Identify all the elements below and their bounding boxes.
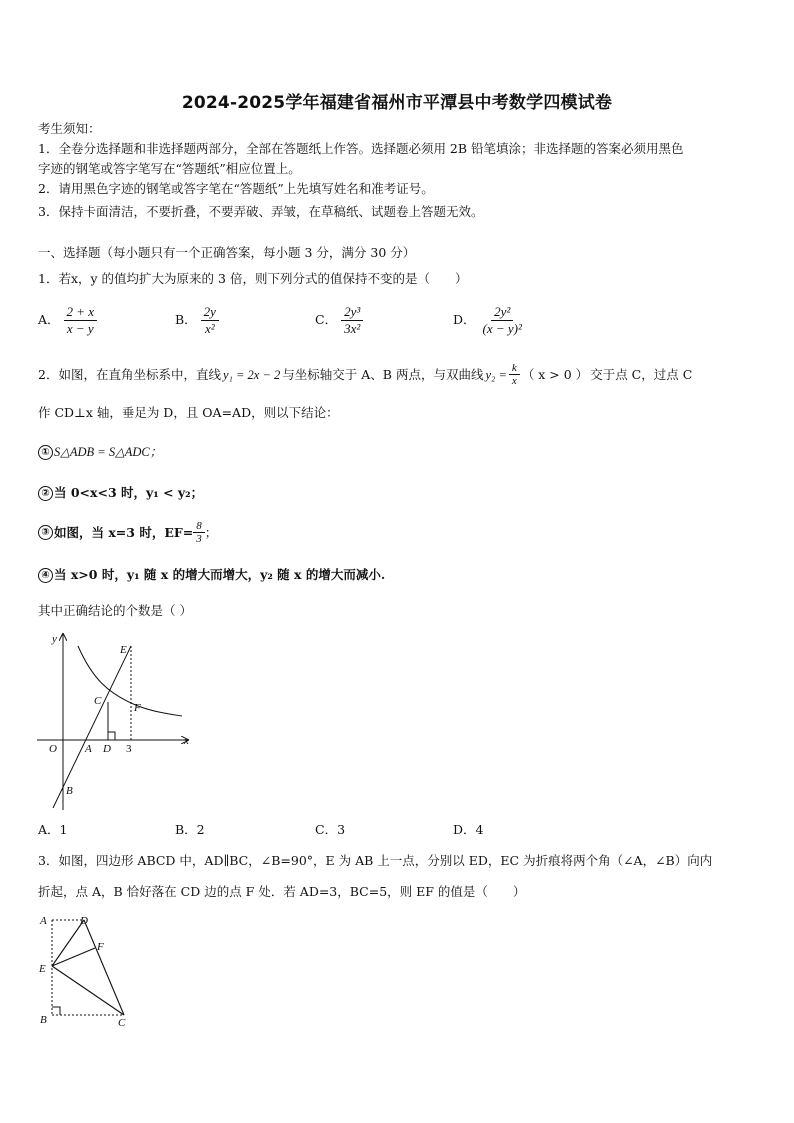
- question-2-stem: 2．如图，在直角坐标系中，直线 y₁ = 2x − 2 与坐标轴交于 A、B 两点，与双曲线 y₂ = $\frac{k}{x}$ （ x > 0 ） 交于点 C，过点 C: [38, 362, 693, 387]
- notice-item-2: 2．请用黑色字迹的钢笔或答字笔在“答题纸”上先填写姓名和准考证号。: [38, 181, 434, 196]
- label-a: A: [85, 743, 92, 755]
- right-angle-mark-b: [52, 1007, 60, 1015]
- label-o: O: [49, 743, 57, 755]
- label-f: F: [134, 702, 141, 714]
- notice-item-3: 3．保持卡面清洁，不要折叠，不要弄破、弄皱，在草稿纸、试题卷上答题无效。: [38, 204, 484, 219]
- q1-option-d[interactable]: D． $\frac{\text{2y²}}{\text{(x − y)²}}$: [453, 304, 525, 337]
- question-3-line2: 折起，点 A，B 恰好落在 CD 边的点 F 处．若 AD=3，BC=5，则 EF 的值是（ ）: [38, 884, 526, 899]
- notice-item-1-cont: 字迹的钢笔或答字笔写在“答题纸”相应位置上。: [38, 161, 301, 176]
- label-b: B: [40, 1014, 47, 1026]
- q1-option-a-fraction: $\frac{2 + x}{x - y}$: [64, 304, 98, 337]
- q2-conclusion-2: ② 当 0<x<3 时，y₁ < y₂；: [38, 485, 203, 501]
- label-3: 3: [126, 743, 132, 755]
- question-2-line2: 作 CD⊥x 轴，垂足为 D，且 OA=AD，则以下结论：: [38, 405, 339, 420]
- label-c: C: [118, 1017, 126, 1029]
- label-y: y: [52, 633, 57, 645]
- q1-option-d-fraction: $\frac{\text{2y²}}{\text{(x − y)²}}$: [482, 304, 522, 336]
- q2-option-a[interactable]: A．1: [38, 822, 68, 837]
- q2-figure: [34, 628, 196, 814]
- q2-option-b[interactable]: B．2: [175, 822, 205, 837]
- label-b: B: [66, 785, 73, 797]
- question-3-line1: 3．如图，四边形 ABCD 中，AD∥BC，∠B=90°，E 为 AB 上一点，分别以 ED，EC 为折痕将两个角（∠A，∠B）向内: [38, 853, 713, 868]
- section-heading: 一、选择题（每小题只有一个正确答案，每小题 3 分，满分 30 分）: [38, 245, 416, 260]
- q1-option-c[interactable]: C． $\frac{\text{2y³}}{\text{3x²}}$: [315, 304, 363, 337]
- q2-conclusion-4: ④ 当 x>0 时，y₁ 随 x 的增大而增大，y₂ 随 x 的增大而减小.: [38, 567, 385, 583]
- q2-eq-line: y₁ = 2x − 2: [222, 367, 281, 382]
- q3-figure: [34, 910, 134, 1032]
- q2-ask: 其中正确结论的个数是（ ）: [38, 603, 192, 618]
- notice-heading: 考生须知：: [38, 121, 101, 136]
- q2-eq-hyperbola: $\frac{k}{x}$: [509, 362, 520, 387]
- label-f: F: [97, 941, 104, 953]
- notice-item-1: 1．全卷分选择题和非选择题两部分，全部在答题纸上作答。选择题必须用 2B 铅笔填涂；非选择题的答案必须用黑色: [38, 141, 684, 156]
- label-e: E: [39, 963, 46, 975]
- q1-option-b-fraction: $\frac{2y}{\text{x²}}$: [201, 304, 219, 337]
- label-e: E: [120, 644, 127, 656]
- q1-option-c-fraction: $\frac{\text{2y³}}{\text{3x²}}$: [341, 304, 363, 337]
- page-title: 2024-2025学年福建省福州市平潭县中考数学四模试卷: [181, 93, 613, 113]
- q2-conclusion-1: ① S△ADB = S△ADC；: [38, 444, 162, 460]
- line-y1: [53, 646, 131, 808]
- label-x: x: [184, 735, 189, 747]
- right-angle-mark: [108, 732, 115, 740]
- question-1-stem: 1．若x，y 的值均扩大为原来的 3 倍，则下列分式的值保持不变的是（ ）: [38, 271, 468, 286]
- label-c: C: [94, 695, 102, 707]
- q2-option-c[interactable]: C．3: [315, 822, 346, 837]
- q1-option-a[interactable]: A． $\frac{2 + x}{x - y}$: [38, 304, 97, 337]
- q1-option-b[interactable]: B． $\frac{2y}{\text{x²}}$: [175, 304, 219, 337]
- label-a: A: [40, 915, 47, 927]
- q2-option-d[interactable]: D．4: [453, 822, 484, 837]
- label-d: D: [103, 743, 111, 755]
- q2-conclusion-3: ③ 如图，当 x=3 时，EF= $\frac{8}{3}$ ；: [38, 520, 217, 545]
- label-d: D: [80, 915, 88, 927]
